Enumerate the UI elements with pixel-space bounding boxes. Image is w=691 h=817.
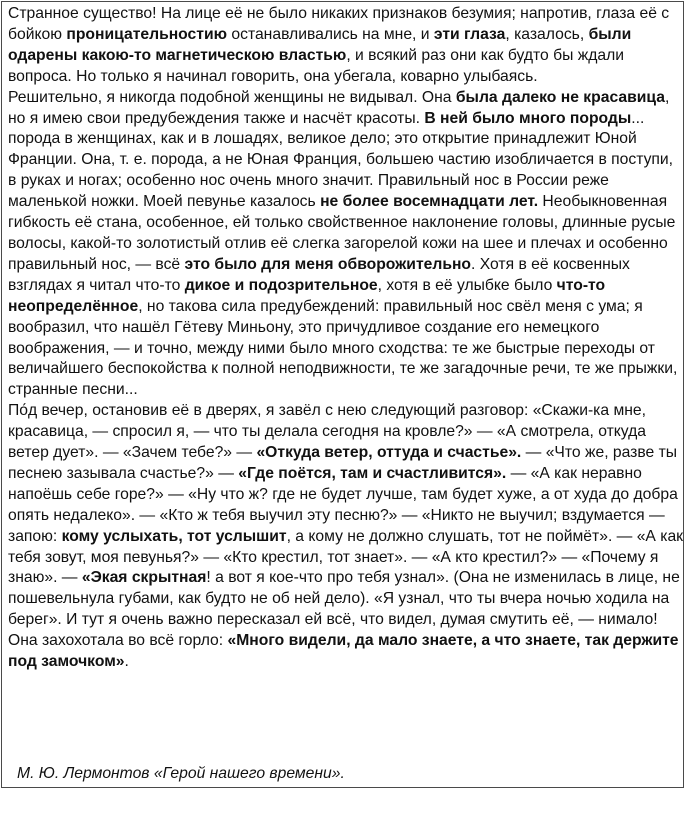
plain-text: останавливались на мне, и (227, 25, 434, 43)
plain-text: Странное существо! На лице её не было никаких признаков безумия; напротив, глаза её с бойкою (8, 5, 670, 43)
plain-text: , но я имею свои предубеждения также и насчёт красоты. (8, 88, 670, 127)
plain-text: По́д вечер, остановив её в дверях, я завёл с нею следующий разговор: «Скажи-ка мне, красавица, — спросил я, — что ты делала сегодня на кровле?» — «А смотрела, откуда ветер дует». — «Зачем тебе?» — (8, 402, 647, 462)
emphasis-text: это было для меня обворожительно (184, 255, 472, 273)
emphasis-text: что-то неопределённое (8, 276, 606, 315)
emphasis-text: дикое и подозрительное (184, 276, 378, 294)
plain-text: — «А как неравно напоёшь себе горе?» — «Ну что ж? где не будет лучше, там будет хуже, а от худа до добра опять недалеко». — «Кто ж тебя выучил эту песню?» — «Никто не выучил; вздумается — запою: (8, 464, 678, 545)
plain-text: Решительно, я никогда подобной женщины не видывал. Она (8, 88, 456, 106)
paragraph-2 (8, 88, 684, 402)
plain-text: , и всякий раз они как будто бы ждали вопроса. Но только я начинал говорить, она убегала, коварно улыбаясь. (8, 46, 625, 85)
excerpt-body (8, 4, 684, 673)
emphasis-text: кому услыхать, тот услышит (61, 527, 287, 545)
emphasis-text: была далеко не красавица (455, 88, 665, 106)
emphasis-text: В ней было много породы (424, 109, 632, 127)
plain-text: , но такова сила предубеждений: правильный нос свёл меня с ума; я вообразил, что нашёл Гётеву Миньону, это причудливое создание его немецкого воображения, — и точно, между ними было много сходства: те же быстрые переходы от величайшего беспокойства к полной неподвижности, те же загадочные речи, те же прыжки, странные песни... (8, 297, 678, 399)
emphasis-text: не более восемнадцати лет. (320, 193, 539, 211)
paragraph-3 (8, 401, 684, 673)
emphasis-text: «Экая скрытная (81, 569, 207, 587)
text-frame (1, 1, 684, 788)
plain-text: — «Что же, разве ты песнею зазывала счастье?» — (8, 444, 678, 482)
plain-text: , казалось, (505, 25, 589, 43)
paragraph-1 (8, 4, 684, 88)
emphasis-text: проницательностию (66, 25, 228, 43)
plain-text: , а кому не должно слушать, тот не поймёт». — «А как тебя зовут, моя певунья?» — «Кто крестил, тот знает». — «А кто крестил?» — «Почему я знаю». — (8, 527, 684, 587)
signature-line: М. Ю. Лермонтов «Герой нашего времени». (17, 765, 345, 782)
emphasis-text: «Откуда ветер, оттуда и счастье». (256, 444, 522, 462)
emphasis-text: эти глаза (433, 25, 506, 43)
plain-text: . Хотя в её косвенных взглядах я читал что-то (8, 255, 630, 294)
plain-text: , хотя в её улыбке было (377, 276, 557, 294)
plain-text: ... порода в женщинах, как и в лошадях, великое дело; это открытие принадлежит Юной Франции. Она, т. е. порода, а не Юная Франция, большею частию изобличается в поступи, в руках и ногах; особенно нос очень много значит. Правильный нос в России реже маленькой ножки. Моей певунье казалось (8, 109, 674, 211)
plain-text: ! а вот я кое-что про тебя узнал». (Она не изменилась в лице, не пошевельнула губами, как будто не об ней дело). «Я узнал, что ты вчера ночью ходила на берег». И тут я очень важно пересказал ей всё, что видел, думая смутить её, — нимало! Она захохотала во всё горло: (8, 569, 680, 650)
emphasis-text: «Много видели, да мало знаете, а что знаете, так держите под замочком» (8, 632, 679, 671)
emphasis-text: были одарены какою-то магнетическою властью (8, 25, 632, 64)
plain-text: Необыкновенная гибкость её стана, особенное, ей только свойственное наклонение головы, длинные русые волосы, какой-то золотистый отлив её слегка загорелой кожи на шее и плечах и особенно правильный нос, — всё (8, 193, 676, 273)
emphasis-text: «Где поётся, там и счастливится». (238, 464, 507, 482)
plain-text: . (124, 653, 129, 671)
